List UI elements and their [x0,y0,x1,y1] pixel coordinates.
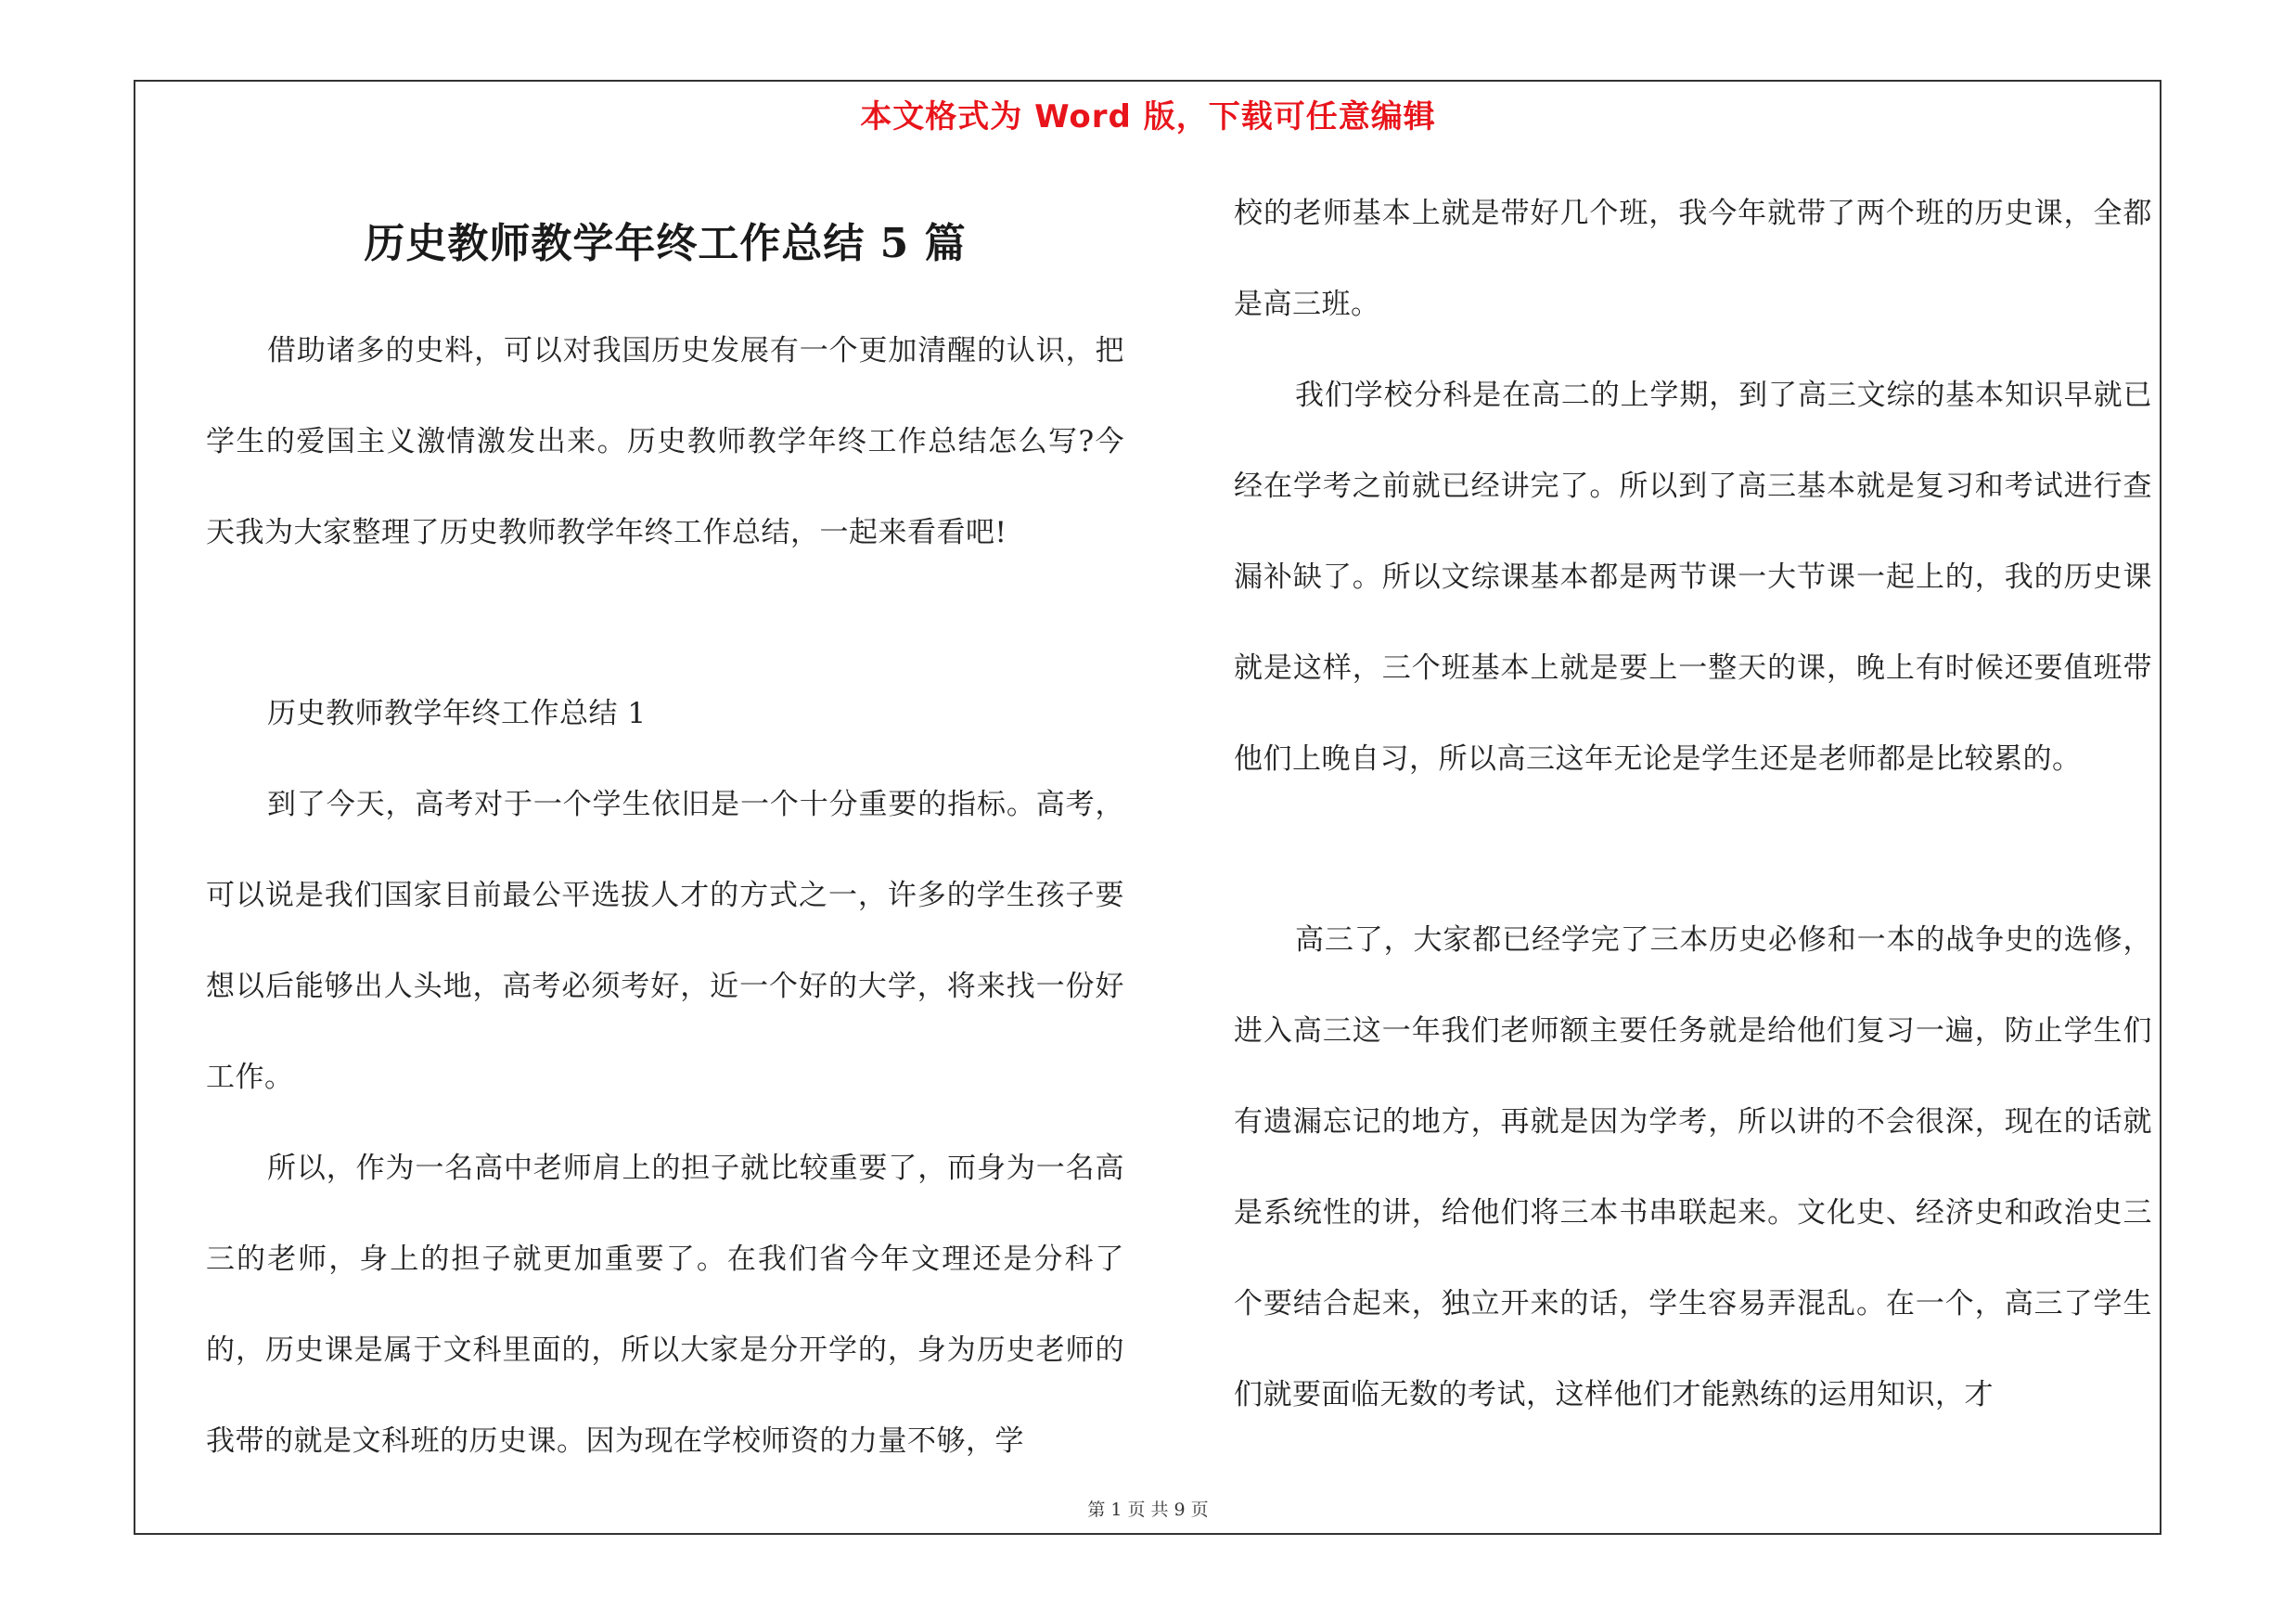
body-paragraph-continued: 校的老师基本上就是带好几个班，我今年就带了两个班的历史课，全都是高三班。 [1234,197,2152,321]
body-paragraph: 我们学校分科是在高二的上学期，到了高三文综的基本知识早就已经在学考之前就已经讲完了。所以到了高三基本就是复习和考试进行查漏补缺了。所以文综课基本都是两节课一大节课一起上的，我的历史课就是这样，三个班基本上就是要上一整天的课，晚上有时候还要值班带他们上晚自习，所以高三这年无论是学生还是老师都是比较累的。 [1234,379,2152,776]
intro-paragraph: 借助诸多的史料，可以对我国历史发展有一个更加清醒的认识，把学生的爱国主义激情激发出来。历史教师教学年终工作总结怎么写?今天我为大家整理了历史教师教学年终工作总结，一起来看看吧! [206,334,1124,549]
body-paragraph: 高三了，大家都已经学完了三本历史必修和一本的战争史的选修，进入高三这一年我们老师额主要任务就是给他们复习一遍，防止学生们有遗漏忘记的地方，再就是因为学考，所以讲的不会很深，现在的话就是系统性的讲，给他们将三本书串联起来。文化史、经济史和政治史三个要结合起来，独立开来的话，学生容易弄混乱。在一个，高三了学生们就要面临无数的考试，这样他们才能熟练的运用知识，才 [1234,923,2152,1411]
document-title: 历史教师教学年终工作总结 5 篇 [364,220,967,267]
body-paragraph: 到了今天，高考对于一个学生依旧是一个十分重要的指标。高考，可以说是我们国家目前最公平选拔人才的方式之一，许多的学生孩子要想以后能够出人头地，高考必须考好，近一个好的大学，将来找一份好工作。 [206,788,1124,1094]
page-number-footer: 第 1 页 共 9 页 [1087,1500,1209,1520]
body-paragraph: 所以，作为一名高中老师肩上的担子就比较重要了，而身为一名高三的老师，身上的担子就更加重要了。在我们省今年文理还是分科了的，历史课是属于文科里面的，所以大家是分开学的，身为历史老师的我带的就是文科班的历史课。因为现在学校师资的力量不够，学 [206,1152,1124,1458]
word-format-banner: 本文格式为 Word 版，下载可任意编辑 [860,98,1436,135]
section-heading-1: 历史教师教学年终工作总结 1 [267,697,647,730]
